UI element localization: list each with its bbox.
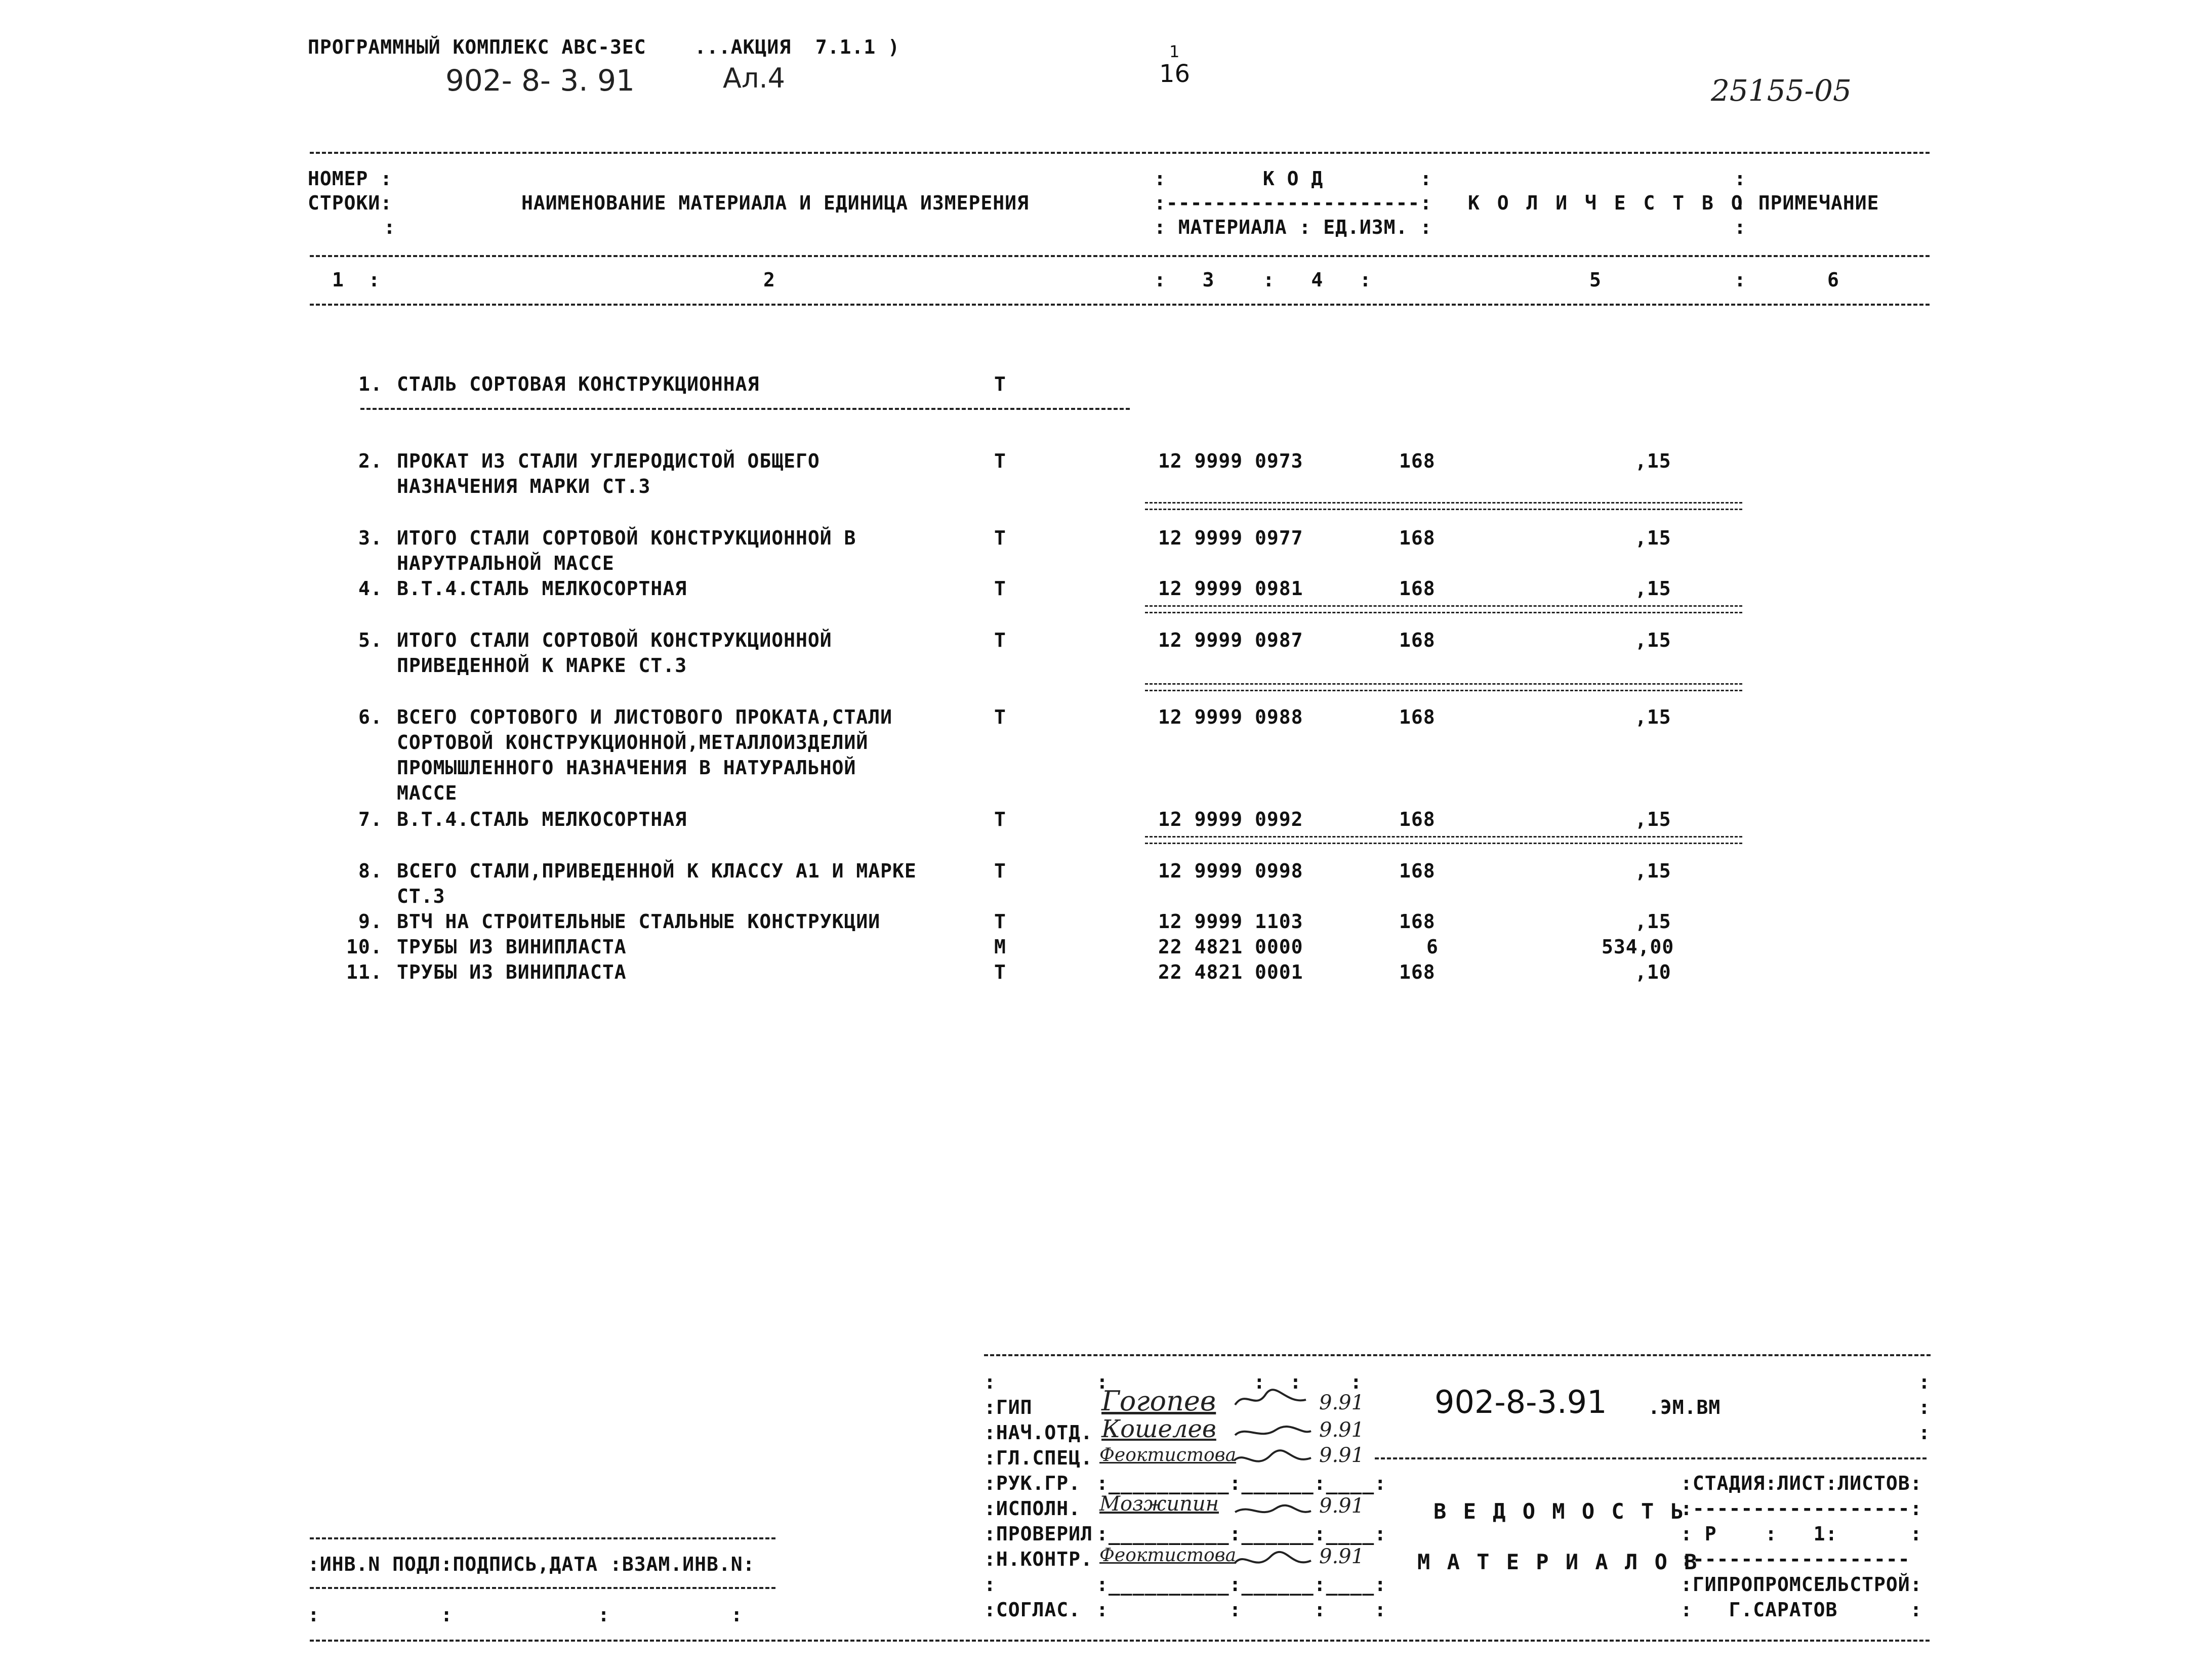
tb-grid: :__________:______:____: [1096, 1573, 1387, 1596]
row-number: 3. [358, 527, 383, 549]
stamp-code: 25155-05 [1711, 73, 1852, 108]
tb-right-colon: : [1918, 1396, 1931, 1418]
row-material-code: 12 9999 0988 [1158, 706, 1303, 728]
tb-name-chief-spec: Феоктистова [1099, 1445, 1237, 1466]
row-material-code: 22 4821 0001 [1158, 961, 1303, 983]
row-number: 6. [358, 706, 383, 728]
tb-role-gip: :ГИП [984, 1396, 1033, 1418]
row-number: 5. [358, 629, 383, 651]
tb-date-norm-control: 9.91 [1319, 1545, 1365, 1568]
tb-right-colon: : [1918, 1371, 1931, 1393]
tb-role-executor: :ИСПОЛН. [984, 1497, 1081, 1520]
double-rule [1145, 605, 1742, 613]
tb-grid: : : : : [1096, 1599, 1387, 1621]
col-rownum-label-1: НОМЕР : [308, 168, 393, 190]
tb-date-gip: 9.91 [1319, 1391, 1365, 1414]
header-bottom-rule [310, 304, 1930, 306]
row-quantity: 534,00 [1602, 936, 1674, 958]
row-unit-code: 168 [1399, 808, 1436, 830]
row-material-code: 12 9999 0992 [1158, 808, 1303, 830]
tb-date-head-dept: 9.91 [1319, 1418, 1365, 1442]
row-name-line: ВСЕГО СТАЛИ,ПРИВЕДЕННОЙ К КЛАССУ А1 И МАРКЕ [397, 860, 917, 882]
double-rule [1145, 502, 1742, 510]
tb-date-executor: 9.91 [1319, 1494, 1365, 1518]
row-unit-code: 168 [1399, 910, 1436, 933]
row-unit-code: 168 [1399, 706, 1436, 728]
col-note-colon-3: : [1734, 216, 1746, 238]
page-number: 16 [1159, 60, 1191, 88]
row-name-line: ТРУБЫ ИЗ ВИНИПЛАСТА [397, 961, 627, 983]
tb-title-line-1: В Е Д О М О С Т Ь [1433, 1499, 1686, 1524]
col-code-subheaders: : МАТЕРИАЛА : ЕД.ИЗМ. : [1154, 216, 1432, 238]
row-name-line: В.Т.4.СТАЛЬ МЕЛКОСОРТНАЯ [397, 808, 687, 830]
program-title: ПРОГРАММНЫЙ КОМПЛЕКС АВС-ЗЕС ...АКЦИЯ 7.1.1 ) [308, 36, 900, 58]
tb-stage-values: : Р : 1: : [1681, 1523, 1922, 1545]
col-num-6: 6 [1827, 269, 1839, 291]
tb-right-colon: : [1918, 1421, 1931, 1444]
row-material-code: 12 9999 0987 [1158, 629, 1303, 651]
col-num-1: 1 : [332, 269, 381, 291]
row-unit: Т [994, 910, 1006, 933]
row-material-code: 12 9999 0998 [1158, 860, 1303, 882]
tb-role-norm-control: :Н.КОНТР. [984, 1548, 1093, 1570]
row-unit: Т [994, 527, 1006, 549]
row-quantity: ,15 [1635, 450, 1671, 472]
tb-doc-suffix: .ЭМ.ВМ [1648, 1396, 1721, 1418]
row-material-code: 12 9999 0981 [1158, 577, 1303, 600]
row-name-line: МАССЕ [397, 782, 458, 804]
row-unit: М [994, 936, 1006, 958]
row-unit: Т [994, 450, 1006, 472]
tb-grid: :__________:______:____: [1096, 1523, 1387, 1545]
col-rownum-label-3: : [384, 216, 396, 238]
col-note-colon-1: : [1734, 168, 1746, 190]
row-unit-code: 168 [1399, 527, 1436, 549]
row-unit-code: 168 [1399, 629, 1436, 651]
row-name-line: В.Т.4.СТАЛЬ МЕЛКОСОРТНАЯ [397, 577, 687, 600]
row-unit: Т [994, 808, 1006, 830]
section-underline [360, 408, 1130, 410]
sheet-ref: Ал.4 [723, 62, 785, 94]
row-name-line: ВТЧ НА СТРОИТЕЛЬНЫЕ СТАЛЬНЫЕ КОНСТРУКЦИИ [397, 910, 881, 933]
row-unit: Т [994, 629, 1006, 651]
page-mark: 1 [1169, 42, 1180, 61]
row-material-code: 12 9999 0973 [1158, 450, 1303, 472]
row-number: 7. [358, 808, 383, 830]
col-note-header: : ПРИМЕЧАНИЕ [1734, 192, 1879, 214]
tb-role-agreed: :СОГЛАС. [984, 1599, 1081, 1621]
row-name-line: НАЗНАЧЕНИЯ МАРКИ СТ.3 [397, 475, 651, 497]
tb-city: : Г.САРАТОВ : [1681, 1599, 1922, 1621]
row-material-code: 22 4821 0000 [1158, 936, 1303, 958]
tb-name-head-dept: Кошелев [1101, 1415, 1216, 1443]
row-unit-code: 168 [1399, 961, 1436, 983]
col-num-5: 5 [1589, 269, 1602, 291]
row-number: 4. [358, 577, 383, 600]
row-quantity: ,15 [1635, 527, 1671, 549]
tb-stage-header: :СТАДИЯ:ЛИСТ:ЛИСТОВ: [1681, 1472, 1922, 1494]
inv-mid-rule [310, 1587, 775, 1589]
inv-row-cells: : : : : [308, 1604, 743, 1626]
tb-date-chief-spec: 9.91 [1319, 1444, 1365, 1467]
double-rule [1145, 683, 1742, 691]
table-top-rule [310, 152, 1930, 154]
col-code-group: : К О Д : [1154, 168, 1432, 190]
row-material-code: 12 9999 1103 [1158, 910, 1303, 933]
tb-stage-separator: :------------------: [1681, 1497, 1922, 1520]
col-num-2: 2 [763, 269, 775, 291]
row-unit: Т [994, 706, 1006, 728]
tb-colon: : [984, 1371, 996, 1393]
tb-role-blank: : [984, 1573, 996, 1596]
row-name-line: ПРОМЫШЛЕННОГО НАЗНАЧЕНИЯ В НАТУРАЛЬНОЙ [397, 757, 856, 779]
row-quantity: ,15 [1635, 629, 1671, 651]
tb-name-norm-control: Феоктистова [1099, 1545, 1237, 1566]
tb-org-separator: :------------------ [1681, 1548, 1910, 1570]
row-name-line: СОРТОВОЙ КОНСТРУКЦИОННОЙ,МЕТАЛЛОИЗДЕЛИЙ [397, 731, 869, 754]
row-material-code: 12 9999 0977 [1158, 527, 1303, 549]
tb-grid: :__________:______:____: [1096, 1472, 1387, 1494]
row-unit-code: 168 [1399, 577, 1436, 600]
row-name-line: ВСЕГО СОРТОВОГО И ЛИСТОВОГО ПРОКАТА,СТАЛИ [397, 706, 892, 728]
doc-code-handwritten: 902- 8- 3. 91 [445, 63, 635, 98]
col-rownum-label-2: СТРОКИ: [308, 192, 393, 214]
inv-top-rule [310, 1537, 775, 1539]
row-number: 8. [358, 860, 383, 882]
row-name-line: СТ.3 [397, 885, 445, 907]
tb-name-executor: Мозжипин [1099, 1492, 1219, 1516]
tb-doc-code: 902-8-3.91 [1435, 1384, 1607, 1420]
double-rule [1145, 836, 1742, 844]
page-bottom-rule [310, 1640, 1930, 1642]
row-number: 11. [346, 961, 383, 983]
tb-role-head-dept: :НАЧ.ОТД. [984, 1421, 1093, 1444]
row-quantity: ,10 [1635, 961, 1671, 983]
signatures-drawing [1230, 1385, 1321, 1577]
tb-role-checked: :ПРОВЕРИЛ [984, 1523, 1093, 1545]
inv-row-labels: :ИНВ.N ПОДЛ:ПОДПИСЬ,ДАТА :ВЗАМ.ИНВ.N: [308, 1553, 755, 1575]
row-number: 1. [358, 373, 383, 395]
row-name-line: СТАЛЬ СОРТОВАЯ КОНСТРУКЦИОННАЯ [397, 373, 760, 395]
row-quantity: ,15 [1635, 860, 1671, 882]
row-name-line: НАРУТРАЛЬНОЙ МАССЕ [397, 552, 615, 574]
row-unit: Т [994, 961, 1006, 983]
tb-role-chief-spec: :ГЛ.СПЕЦ. [984, 1447, 1093, 1469]
tb-organization: :ГИПРОПРОМСЕЛЬСТРОЙ: [1681, 1573, 1922, 1596]
row-name-line: ИТОГО СТАЛИ СОРТОВОЙ КОНСТРУКЦИОННОЙ [397, 629, 832, 651]
row-quantity: ,15 [1635, 577, 1671, 600]
row-name-line: ИТОГО СТАЛИ СОРТОВОЙ КОНСТРУКЦИОННОЙ В [397, 527, 856, 549]
col-num-3-4: : 3 : 4 : [1154, 269, 1372, 291]
row-number: 10. [346, 936, 383, 958]
row-unit: Т [994, 373, 1006, 395]
row-quantity: ,15 [1635, 808, 1671, 830]
tb-role-group-head: :РУК.ГР. [984, 1472, 1081, 1494]
tb-code-underline [1375, 1457, 1927, 1459]
tb-title-line-2: М А Т Е Р И А Л О В [1417, 1550, 1699, 1574]
row-unit-code: 168 [1399, 450, 1436, 472]
row-quantity: ,15 [1635, 706, 1671, 728]
col-num-sep: : [1734, 269, 1746, 291]
row-unit-code: 6 [1426, 936, 1439, 958]
row-name-line: ПРИВЕДЕННОЙ К МАРКЕ СТ.3 [397, 654, 687, 677]
tb-grid: : : : : [1096, 1371, 1363, 1393]
row-number: 9. [358, 910, 383, 933]
col-code-separator: :---------------------: [1154, 192, 1432, 214]
row-unit-code: 168 [1399, 860, 1436, 882]
row-quantity: ,15 [1635, 910, 1671, 933]
row-number: 2. [358, 450, 383, 472]
row-name-line: ПРОКАТ ИЗ СТАЛИ УГЛЕРОДИСТОЙ ОБЩЕГО [397, 450, 820, 472]
title-block-top-rule [984, 1354, 1931, 1356]
row-name-line: ТРУБЫ ИЗ ВИНИПЛАСТА [397, 936, 627, 958]
col-name-header: НАИМЕНОВАНИЕ МАТЕРИАЛА И ЕДИНИЦА ИЗМЕРЕНИЯ [521, 192, 1029, 214]
tb-name-gip: Гогопев [1101, 1385, 1216, 1417]
header-mid-rule [310, 255, 1930, 257]
col-quantity-header: К О Л И Ч Е С Т В О [1468, 192, 1746, 214]
row-unit: Т [994, 577, 1006, 600]
row-unit: Т [994, 860, 1006, 882]
